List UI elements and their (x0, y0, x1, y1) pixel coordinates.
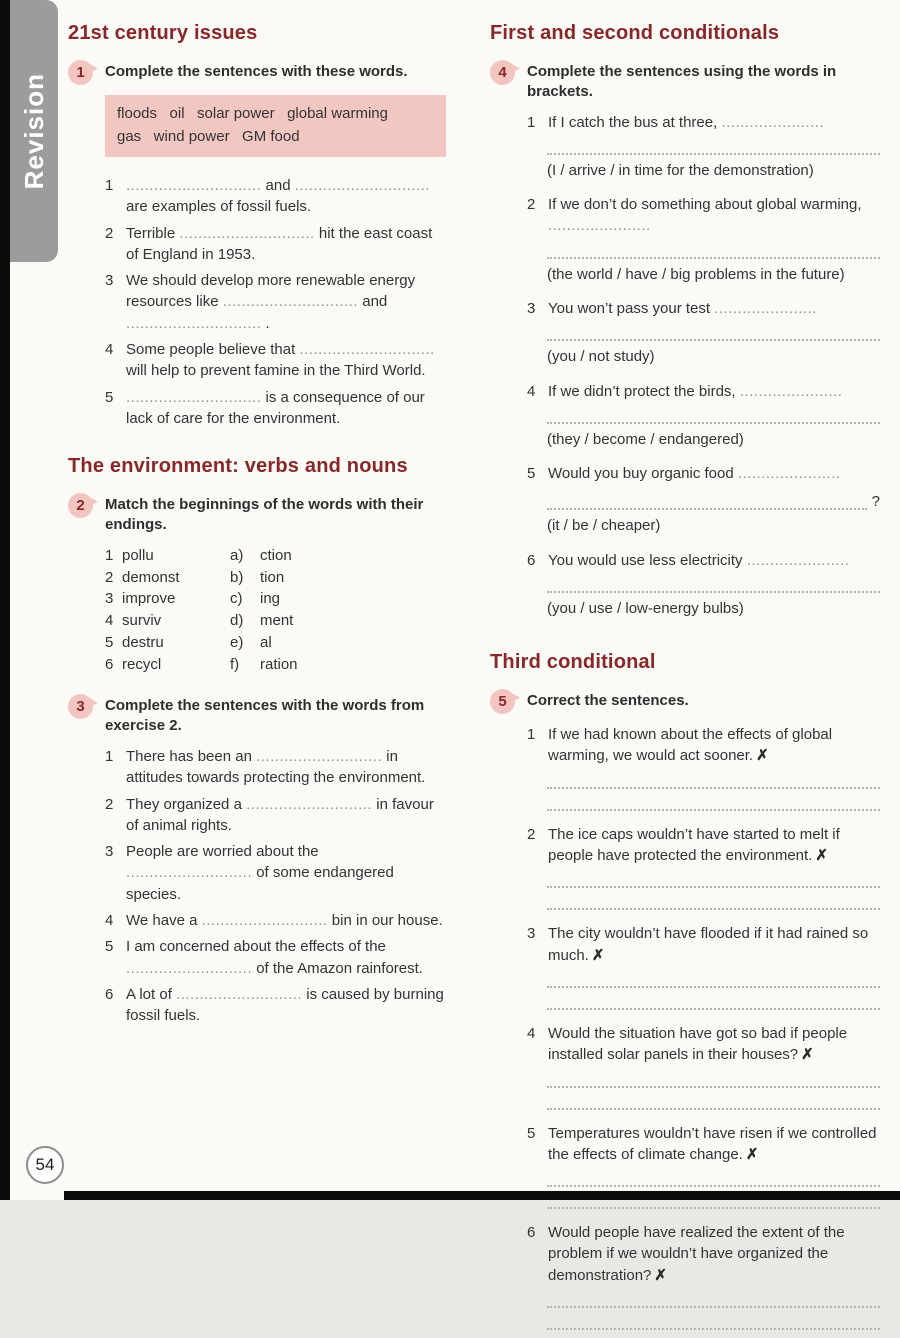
exercise-2 (68, 492, 446, 675)
bracket-hint: (the world / have / big problems in the future) (547, 265, 845, 283)
left-column (68, 18, 446, 1338)
exercise-5-number-badge: 5 (490, 689, 515, 714)
exercise-4-instruction: Complete the sentences using the words in brackets. (527, 63, 837, 100)
word-box-line: floods oil solar power global warming (117, 105, 388, 122)
conditional-item: 3 You won’t pass your test ...................... (you / not study) (527, 298, 880, 370)
correction-item: 6 Would people have realized the extent of the problem if we wouldn’t have organized the demonstration? ✗ (527, 1222, 880, 1332)
conditional-item: 2 If we don’t do something about global warming, ...................... (the world / have / big problems in the future) (527, 194, 880, 287)
page-bottom-edge (64, 1191, 900, 1200)
word-box (105, 95, 446, 157)
section-title-third-conditional: Third conditional (490, 651, 656, 674)
match-row: 2 demonst b) tion (105, 568, 285, 586)
correction-item: 1 If we had known about the effects of global warming, we would act sooner. ✗ (527, 724, 880, 813)
cross-mark: ✗ (801, 1046, 814, 1064)
answer-line (547, 1295, 880, 1308)
answer-line (547, 580, 880, 593)
sentence-item: 4 Some people believe that ............................. will help to prevent famine in the Third World. (105, 341, 435, 380)
answer-line (547, 1097, 880, 1110)
bracket-hint: (they / become / endangered) (547, 430, 744, 448)
question-mark-suffix: ? (871, 493, 880, 511)
exercise-5-instruction: Correct the sentences. (527, 692, 689, 710)
exercise-5 (490, 688, 880, 1338)
conditional-item: 1 If I catch the bus at three, ...................... (I / arrive / in time for the demonstration) (527, 112, 880, 184)
cross-mark: ✗ (654, 1266, 667, 1284)
sentence-item: 3 People are worried about the ........................... of some endangered species. (105, 843, 394, 903)
answer-line (547, 246, 880, 259)
sentence-item: 1 There has been an ........................... in attitudes towards protecting the environment. (105, 747, 426, 787)
cross-mark: ✗ (815, 847, 828, 865)
exercise-3-number-badge: 3 (68, 694, 93, 719)
answer-line (547, 776, 880, 789)
exercise-1-instruction: Complete the sentences with these words. (105, 63, 408, 80)
sentence-item: 4 We have a ........................... bin in our house. (105, 912, 443, 930)
exercise-1-number-badge: 1 (68, 60, 93, 85)
answer-line (547, 1317, 880, 1330)
match-row: 1 pollu a) ction (105, 546, 292, 564)
answer-line (547, 897, 880, 910)
word-box-line: gas wind power GM food (117, 127, 300, 145)
exercise-3-instruction: Complete the sentences with the words from exercise 2. (105, 697, 425, 735)
revision-tab-label: Revision (18, 72, 49, 190)
revision-tab (10, 0, 58, 262)
cross-mark: ✗ (591, 946, 605, 964)
section-title-first-second-conditionals: First and second conditionals (490, 22, 780, 44)
bracket-hint: (I / arrive / in time for the demonstration) (547, 161, 814, 179)
conditional-item: 4 If we didn’t protect the birds, ...................... (they / become / endangered) (527, 381, 880, 453)
answer-line (547, 875, 880, 888)
conditional-item: 6 You would use less electricity ...................... (you / use / low-energy bulbs) (527, 550, 880, 622)
section-title-21st-century-issues: 21st century issues (68, 22, 258, 44)
correction-item: 3 The city wouldn’t have flooded if it had rained so much. ✗ (527, 923, 880, 1012)
page-number: 54 (26, 1146, 64, 1184)
answer-line (547, 975, 880, 988)
correction-item: 5 Temperatures wouldn’t have risen if we controlled the effects of climate change. ✗ (527, 1123, 880, 1212)
bracket-hint: (you / use / low-energy bulbs) (547, 599, 744, 617)
exercise-4 (490, 59, 880, 627)
answer-line (547, 328, 880, 341)
right-column (490, 18, 880, 1338)
sentence-item: 2 They organized a ........................... in favour of animal rights. (105, 795, 434, 834)
cross-mark: ✗ (745, 1145, 759, 1163)
sentence-item: 3 We should develop more renewable energy resources like ............................. and ............................. . (105, 272, 416, 332)
exercise-4-number-badge: 4 (490, 60, 515, 85)
match-row: 6 recycl f) ration (105, 655, 298, 673)
sentence-item: 2 Terrible ............................. hit the east coast of England in 1953. (105, 224, 433, 263)
exercise-1 (68, 59, 446, 429)
page-left-edge (0, 0, 10, 1200)
answer-line (547, 798, 880, 811)
answer-line (547, 411, 880, 424)
exercise-2-instruction: Match the beginnings of the words with their endings. (105, 496, 424, 534)
bracket-hint: (it / be / cheaper) (547, 517, 661, 535)
matching-list (105, 545, 446, 676)
bracket-hint: (you / not study) (547, 348, 655, 366)
exercise-2-number-badge: 2 (68, 493, 93, 518)
answer-line (547, 493, 880, 510)
answer-line (547, 997, 880, 1010)
sentence-item: 6 A lot of ........................... is caused by burning fossil fuels. (105, 985, 444, 1025)
sentence-item: 1 ............................. and ............................. are examples of fossil fuels. (105, 177, 431, 216)
sentence-item: 5 ............................. is a consequence of our lack of care for the environment. (105, 388, 425, 427)
correction-item: 4 Would the situation have got so bad if people installed solar panels in their houses? ✗ (527, 1023, 880, 1112)
exercise-3 (68, 693, 446, 1026)
match-row: 3 improve c) ing (105, 590, 281, 608)
correction-item: 2 The ice caps wouldn’t have started to melt if people have protected the environment. ✗ (527, 824, 880, 913)
match-row: 5 destru e) al (105, 633, 272, 651)
sentence-item: 5 I am concerned about the effects of the ........................... of the Amazon rainforest. (105, 938, 423, 977)
answer-line (547, 1174, 880, 1187)
answer-line (547, 142, 880, 155)
section-title-environment-verbs-nouns: The environment: verbs and nouns (68, 455, 408, 478)
page-content (68, 18, 880, 1338)
match-row: 4 surviv d) ment (105, 612, 294, 630)
answer-line (547, 1075, 880, 1088)
conditional-item: 5 Would you buy organic food ...................... ? (it / be / cheaper) (527, 463, 880, 539)
cross-mark: ✗ (756, 747, 769, 765)
